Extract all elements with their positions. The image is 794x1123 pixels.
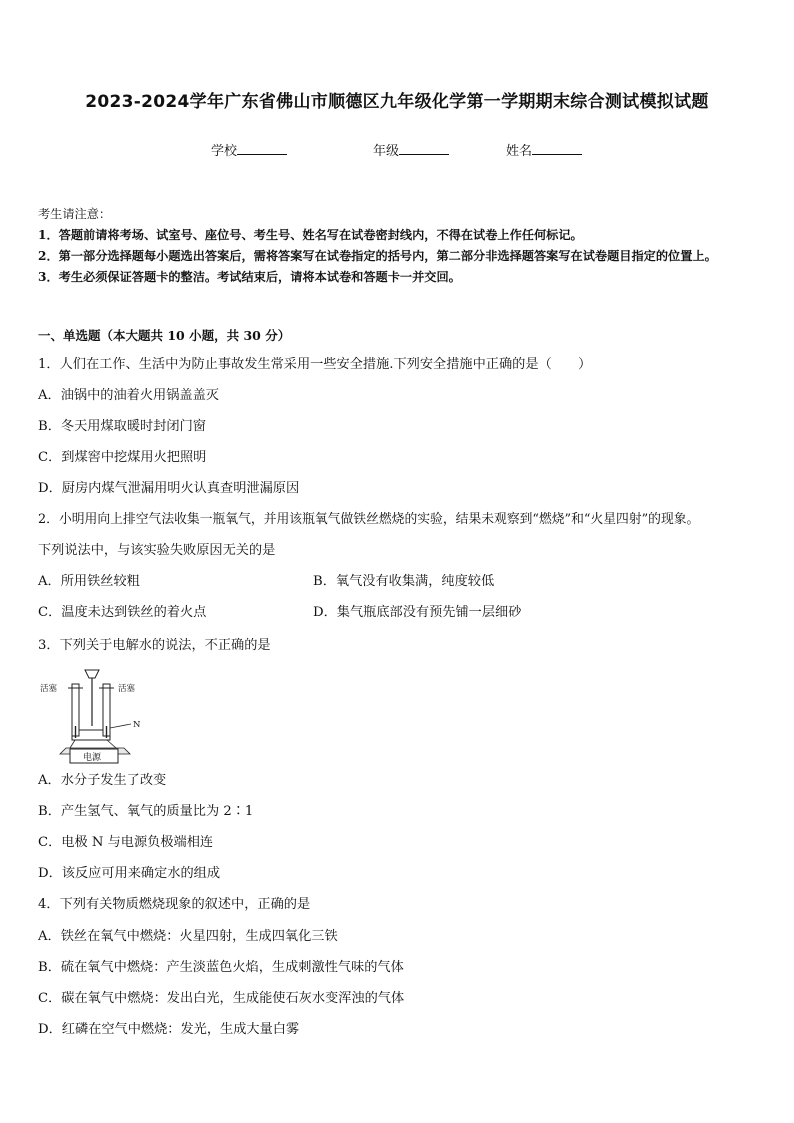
name-label: 姓名 xyxy=(506,144,533,159)
question-3-option-b[interactable]: B．产生氢气、氧气的质量比为 2∶1 xyxy=(38,804,254,819)
notice-item: 3．考生必须保证答题卡的整洁。考试结束后，请将本试卷和答题卡一并交回。 xyxy=(38,270,461,284)
school-blank[interactable] xyxy=(237,142,287,155)
question-3-option-c[interactable]: C．电极 N 与电源负极端相连 xyxy=(38,835,214,850)
question-1-option-c[interactable]: C．到煤窖中挖煤用火把照明 xyxy=(38,450,207,465)
diagram-label-power-supply: 电源 xyxy=(83,753,102,763)
school-field xyxy=(211,140,287,159)
grade-field xyxy=(373,140,449,159)
exam-title: 2023-2024学年广东省佛山市顺德区九年级化学第一学期期末综合测试模拟试题 xyxy=(85,92,709,112)
question-3-option-d[interactable]: D．该反应可用来确定水的组成 xyxy=(38,866,221,881)
school-label: 学校 xyxy=(211,144,238,159)
question-2-option-d[interactable]: D．集气瓶底部没有预先铺一层细砂 xyxy=(313,605,522,620)
question-2-stem: 2．小明用向上排空气法收集一瓶氧气，并用该瓶氧气做铁丝燃烧的实验，结果未观察到“燃烧”和“火星四射”的现象。 xyxy=(38,512,700,527)
grade-label: 年级 xyxy=(373,144,400,159)
electrolysis-apparatus-diagram xyxy=(36,664,146,764)
question-1-option-a[interactable]: A．油锅中的油着火用锅盖盖灭 xyxy=(38,388,219,403)
question-4-option-d[interactable]: D．红磷在空气中燃烧：发光，生成大量白雾 xyxy=(38,1022,300,1037)
notice-heading: 考生请注意： xyxy=(38,207,112,221)
question-4-option-b[interactable]: B．硫在氧气中燃烧：产生淡蓝色火焰，生成刺激性气味的气体 xyxy=(38,960,404,975)
candidate-notice xyxy=(38,204,763,288)
question-1-stem: 1．人们在工作、生活中为防止事故发生常采用一些安全措施.下列安全措施中正确的是（ ） xyxy=(38,357,592,372)
question-2-option-b[interactable]: B．氧气没有收集满，纯度较低 xyxy=(313,574,495,589)
diagram-label-left-stopcock: 活塞 xyxy=(40,684,58,694)
diagram-label-right-stopcock: 活塞 xyxy=(118,684,136,694)
notice-item: 2．第一部分选择题每小题选出答案后，需将答案写在试卷指定的括号内，第二部分非选择题答案写在试卷题目指定的位置上。 xyxy=(38,249,717,263)
name-blank[interactable] xyxy=(532,142,582,155)
question-4-option-c[interactable]: C．碳在氧气中燃烧：发出白光，生成能使石灰水变浑浊的气体 xyxy=(38,991,405,1006)
diagram-label-electrode-n: N xyxy=(133,720,141,730)
question-2-option-c[interactable]: C．温度未达到铁丝的着火点 xyxy=(38,605,207,620)
question-3-stem: 3．下列关于电解水的说法，不正确的是 xyxy=(38,638,271,653)
question-4-stem: 4．下列有关物质燃烧现象的叙述中，正确的是 xyxy=(38,897,311,912)
section-heading: 一、单选题（本大题共 10 小题，共 30 分） xyxy=(38,328,291,343)
question-2-stem-line2: 下列说法中，与该实验失败原因无关的是 xyxy=(38,543,276,558)
question-1-option-b[interactable]: B．冬天用煤取暖时封闭门窗 xyxy=(38,419,206,434)
question-1-option-d[interactable]: D．厨房内煤气泄漏用明火认真查明泄漏原因 xyxy=(38,481,300,496)
notice-item: 1．答题前请将考场、试室号、座位号、考生号、姓名写在试卷密封线内，不得在试卷上作任何标记。 xyxy=(38,228,583,242)
name-field xyxy=(506,140,582,159)
grade-blank[interactable] xyxy=(399,142,449,155)
question-3-option-a[interactable]: A．水分子发生了改变 xyxy=(38,773,167,788)
question-2-option-a[interactable]: A．所用铁丝较粗 xyxy=(38,574,140,589)
question-4-option-a[interactable]: A．铁丝在氧气中燃烧：火星四射，生成四氧化三铁 xyxy=(38,929,338,944)
